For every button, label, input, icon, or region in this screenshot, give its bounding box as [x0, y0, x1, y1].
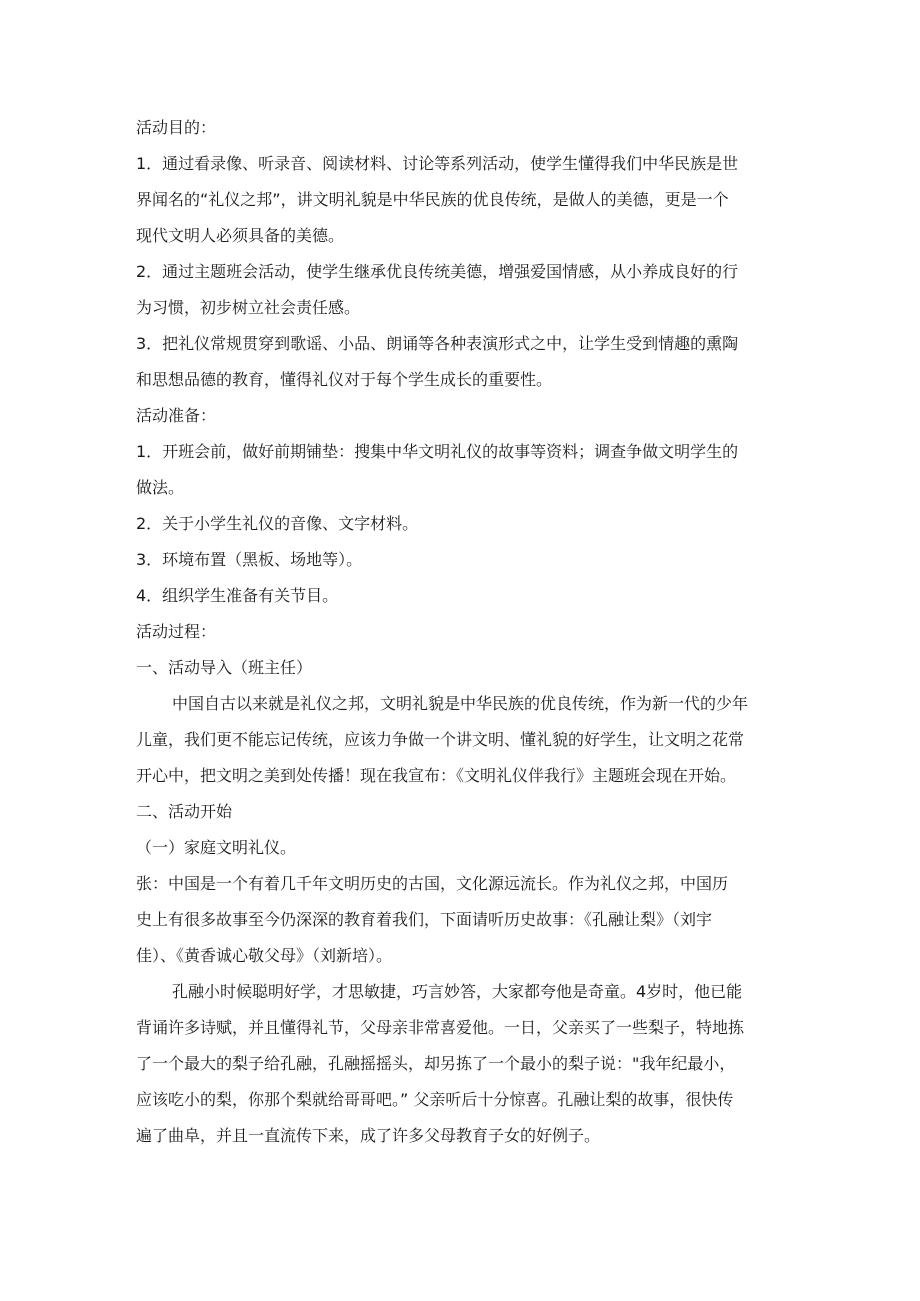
- purpose-item-2-line-2: 为习惯，初步树立社会责任感。: [136, 298, 361, 317]
- intro-paragraph-line-2: 儿童，我们更不能忘记传统，应该力争做一个讲文明、懂礼貌的好学生，让文明之花常: [136, 730, 745, 749]
- prep-item-1-line-2: 做法。: [136, 478, 185, 497]
- purpose-item-3-line-2: 和思想品德的教育，懂得礼仪对于每个学生成长的重要性。: [136, 370, 553, 389]
- zhang-paragraph-line-1: 张：中国是一个有着几千年文明历史的古国，文化源远流长。作为礼仪之邦，中国历: [136, 874, 729, 893]
- purpose-item-3-line-1: 3．把礼仪常规贯穿到歌谣、小品、朗诵等各种表演形式之中，让学生受到情趣的熏陶: [136, 334, 739, 353]
- heading-activity-purpose: 活动目的：: [136, 118, 217, 137]
- intro-paragraph-line-1: 中国自古以来就是礼仪之邦，文明礼貌是中华民族的优良传统，作为新一代的少年: [172, 694, 749, 713]
- section-heading-start: 二、活动开始: [136, 802, 233, 821]
- story-paragraph-line-2: 背诵许多诗赋，并且懂得礼节，父母亲非常喜爱他。一日，父亲买了一些梨子，特地拣: [136, 1018, 745, 1037]
- subsection-heading-family: （一）家庭文明礼仪。: [136, 838, 297, 857]
- heading-activity-process: 活动过程：: [136, 622, 217, 641]
- story-paragraph-line-5: 遍了曲阜，并且一直流传下来，成了许多父母教育子女的好例子。: [136, 1126, 601, 1145]
- section-heading-intro: 一、活动导入（班主任）: [136, 658, 313, 677]
- purpose-item-1-line-3: 现代文明人必须具备的美德。: [136, 226, 345, 245]
- prep-item-1-line-1: 1．开班会前，做好前期铺垫：搜集中华文明礼仪的故事等资料；调查争做文明学生的: [136, 442, 739, 461]
- intro-paragraph-line-3: 开心中，把文明之美到处传播！现在我宣布：《文明礼仪伴我行》主题班会现在开始。: [136, 766, 737, 785]
- zhang-paragraph-line-3: 佳）、《黄香诚心敬父母》（刘新培）。: [136, 946, 393, 965]
- heading-activity-preparation: 活动准备：: [136, 406, 217, 425]
- purpose-item-1-line-2: 界闻名的“礼仪之邦”，讲文明礼貌是中华民族的优良传统，是做人的美德，更是一个: [136, 190, 729, 209]
- story-paragraph-line-3: 了一个最大的梨子给孔融，孔融摇摇头，却另拣了一个最小的梨子说："我年纪最小，: [136, 1054, 736, 1073]
- purpose-item-2-line-1: 2．通过主题班会活动，使学生继承优良传统美德，增强爱国情感，从小养成良好的行: [136, 262, 739, 281]
- story-paragraph-line-1: 孔融小时候聪明好学，才思敏捷，巧言妙答，大家都夸他是奇童。4岁时，他已能: [172, 982, 743, 1001]
- prep-item-2: 2．关于小学生礼仪的音像、文字材料。: [136, 514, 419, 533]
- document-page: [136, 112, 786, 1151]
- purpose-item-1-line-1: 1．通过看录像、听录音、阅读材料、讨论等系列活动，使学生懂得我们中华民族是世: [136, 154, 739, 173]
- story-paragraph-line-4: 应该吃小的梨，你那个梨就给哥哥吧。” 父亲听后十分惊喜。孔融让梨的故事，很快传: [136, 1090, 734, 1109]
- prep-item-3: 3．环境布置（黑板、场地等）。: [136, 550, 363, 569]
- prep-item-4: 4．组织学生准备有关节目。: [136, 586, 339, 605]
- zhang-paragraph-line-2: 史上有很多故事至今仍深深的教育着我们，下面请听历史故事：《孔融让梨》（刘宇: [136, 910, 713, 929]
